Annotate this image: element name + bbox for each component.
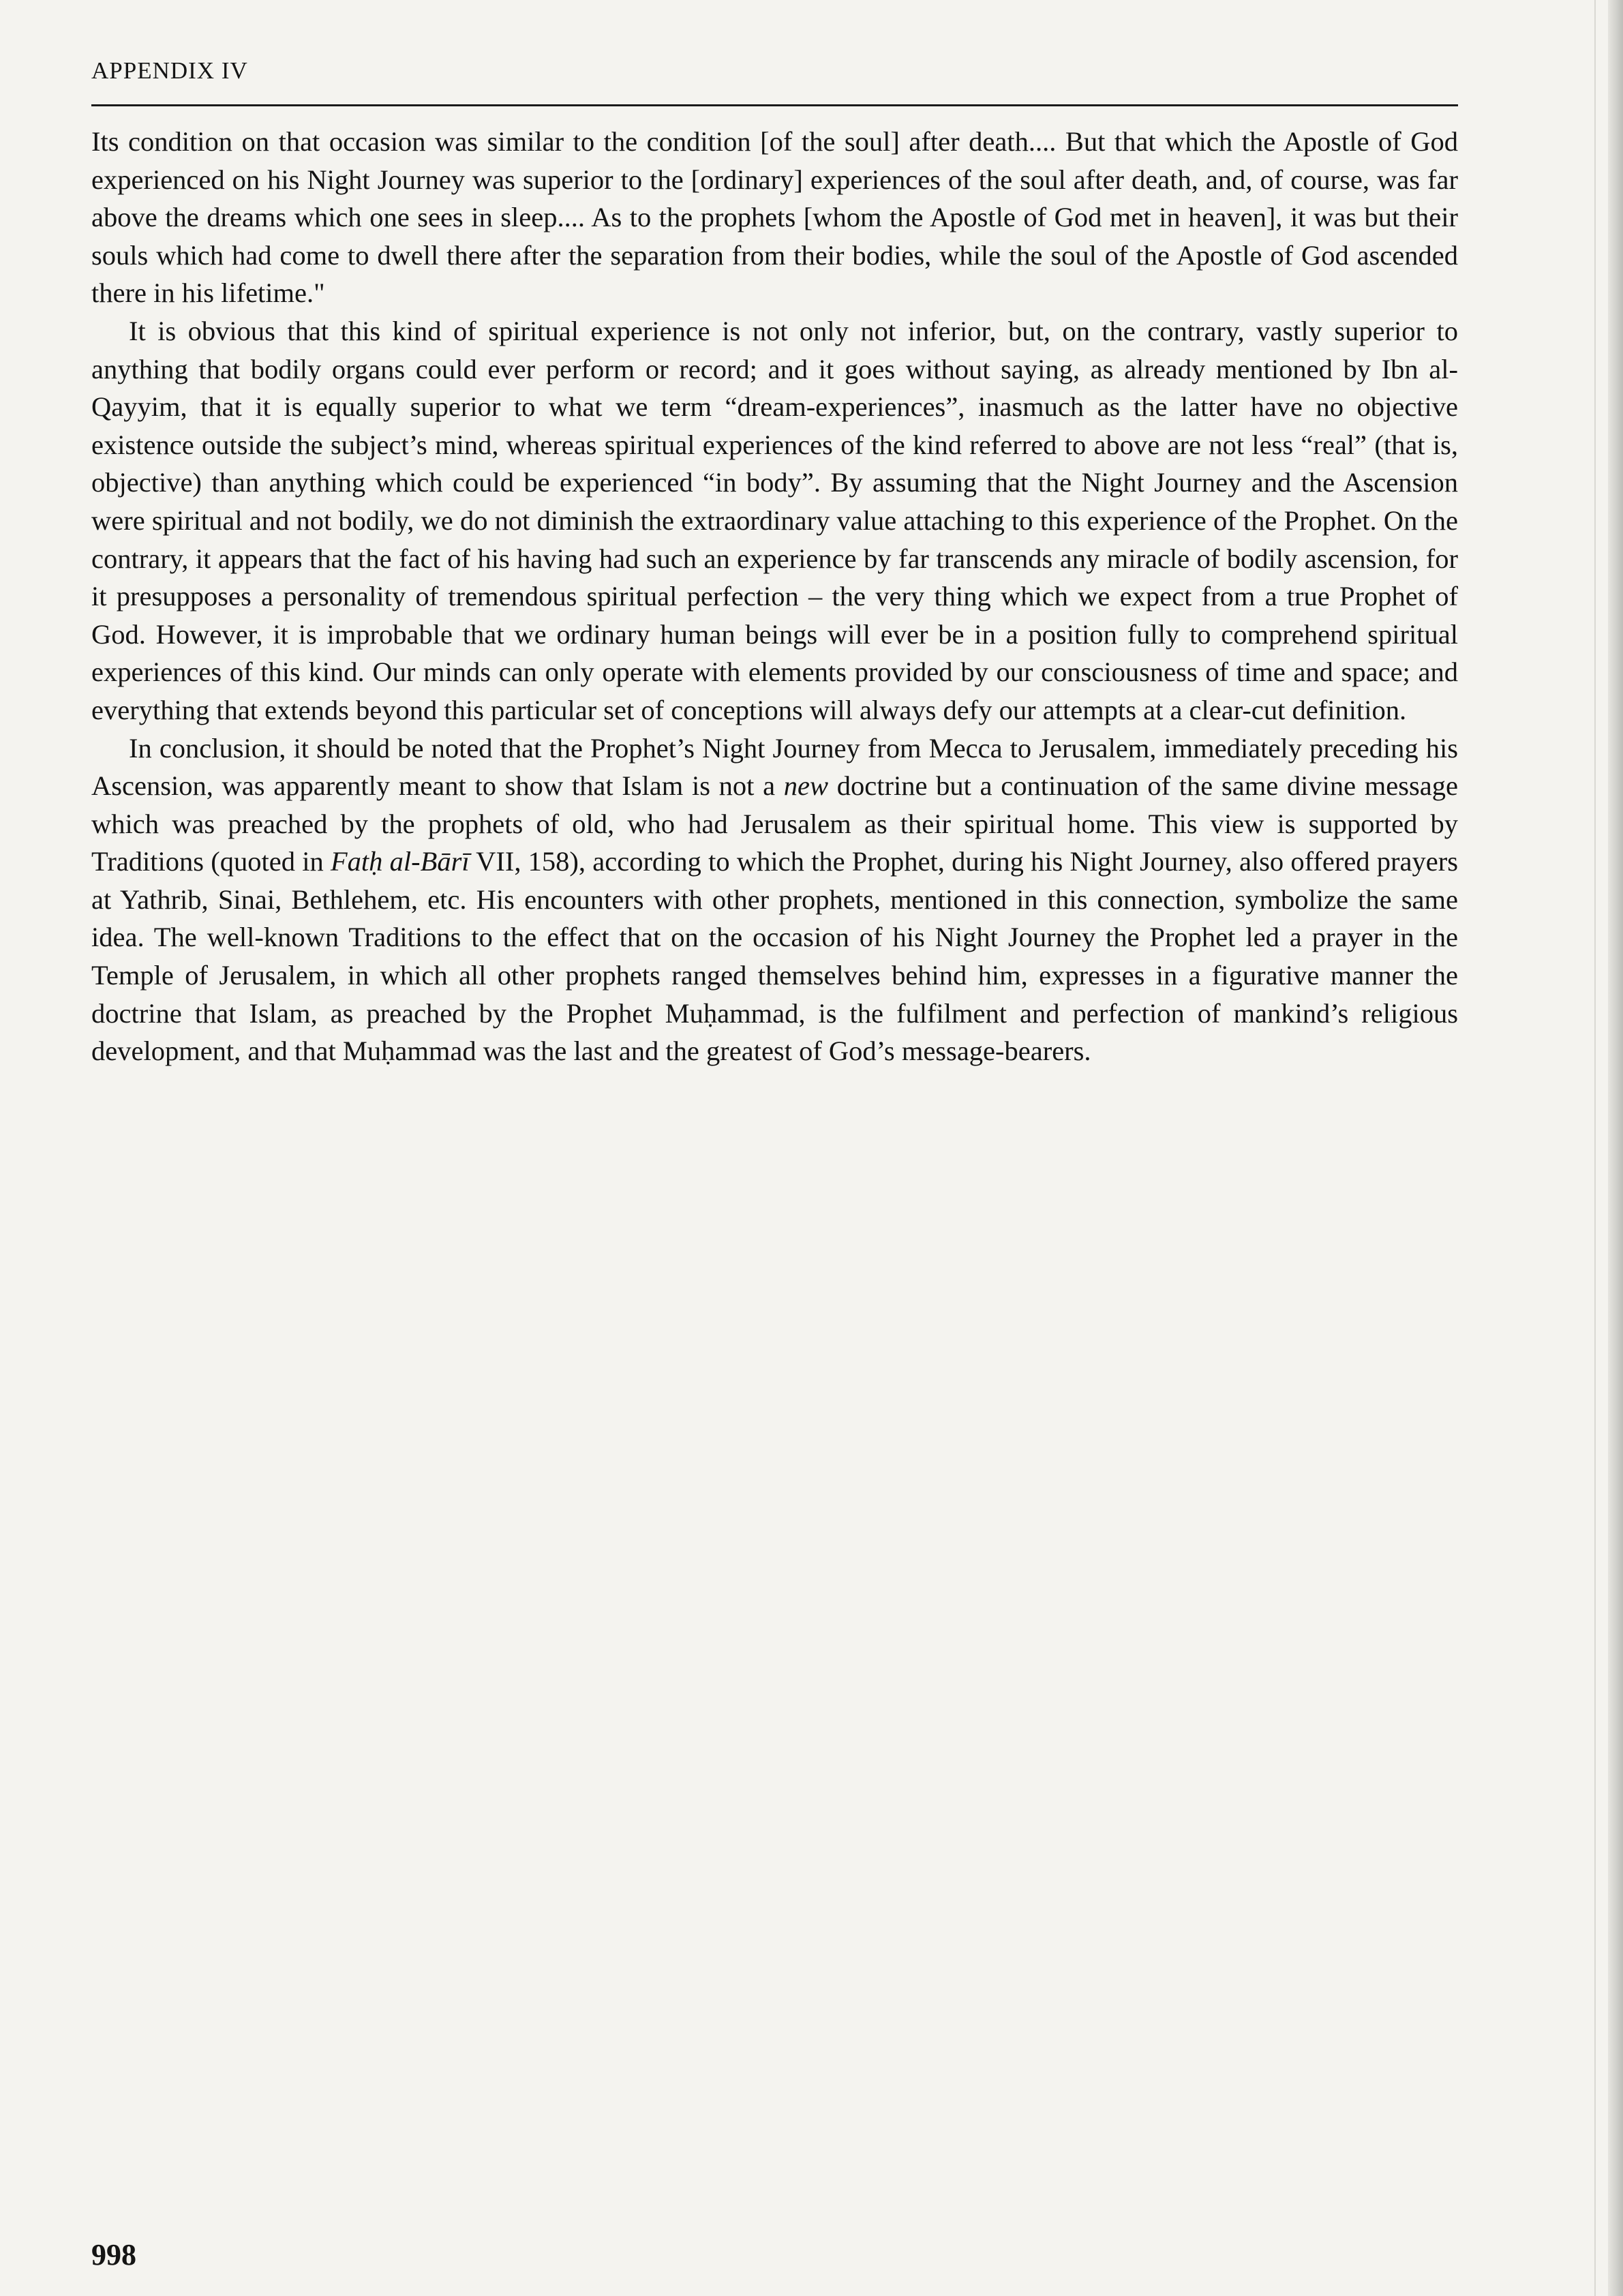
page-edge-line — [1594, 0, 1596, 2296]
page-number: 998 — [91, 2238, 136, 2271]
conclusion-text-3: VII, 158), according to which the Prophet, during his Night Journey, also offered prayers at Yathrib, Sinai, Bethlehem, etc. His encounters with other prophets, mentioned in this connection, symbolize the same idea. The well-known Traditions to the effect that on the occasion of his Night Journey the Prophet led a prayer in the Temple of Jerusalem, in which all other prophets ranged themselves behind him, expresses in a figurative manner the doctrine that Islam, as preached by the Prophet Muḥammad, is the fulfilment and perfection of mankind’s religious development, and that Muḥammad was the last and the greatest of God’s message-bearers. — [91, 846, 1458, 1067]
header-rule — [91, 104, 1458, 106]
paragraph-spiritual-experience: It is obvious that this kind of spiritual experience is not only not inferior, but, on the contrary, vastly superior to anything that bodily organs could ever perform or record; and it goes without saying, as already mentioned by Ibn al-Qayyim, that it is equally superior to what we term “dream-experiences”, inasmuch as the latter have no objective existence outside the subject’s mind, whereas spiritual experiences of the kind referred to above are not less “real” (that is, objective) than anything which could be experienced “in body”. By assuming that the Night Journey and the Ascension were spiritual and not bodily, we do not diminish the extraordinary value attaching to this experience of the Prophet. On the contrary, it appears that the fact of his having had such an experience by far transcends any miracle of bodily ascension, for it presupposes a personality of tremendous spiritual perfection – the very thing which we expect from a true Prophet of God. However, it is improbable that we ordinary human beings will ever be in a position fully to comprehend spiritual experiences of this kind. Our minds can only operate with elements provided by our consciousness of time and space; and everything that extends beyond this particular set of conceptions will always defy our attempts at a clear-cut definition. — [91, 315, 1458, 725]
body-text — [91, 123, 1458, 1070]
paragraph-quote-end: Its condition on that occasion was similar to the condition [of the soul] after death.... But that which the Apostle of God experienced on his Night Journey was superior to the [ordinary] experiences of the soul after death, and, of course, was far above the dreams which one sees in sleep.... As to the prophets [whom the Apostle of God met in heaven], it was but their souls which had come to dwell there after the separation from their bodies, while the soul of the Apostle of God ascended there in his lifetime." — [91, 126, 1458, 309]
source-title-fath-al-bari: Fatḥ al-Bārī — [330, 846, 470, 877]
conclusion-text-2: doctrine but a continuation of the same divine message which was preached by the prophets of old, who had Jerusalem as their spiritual home. This view is supported by Traditions (quoted in — [91, 770, 1458, 877]
running-head: APPENDIX IV — [91, 57, 248, 84]
conclusion-text-1: In conclusion, it should be noted that the Prophet’s Night Journey from Mecca to Jerusalem, immediately preceding his Ascension, was apparently meant to show that Islam is not a — [91, 732, 1458, 802]
emphasis-new: new — [783, 770, 829, 802]
paragraph-conclusion — [91, 729, 1458, 1070]
page-edge-shadow — [1608, 0, 1623, 2296]
bleed-through-reverse-side — [91, 1309, 1458, 2188]
